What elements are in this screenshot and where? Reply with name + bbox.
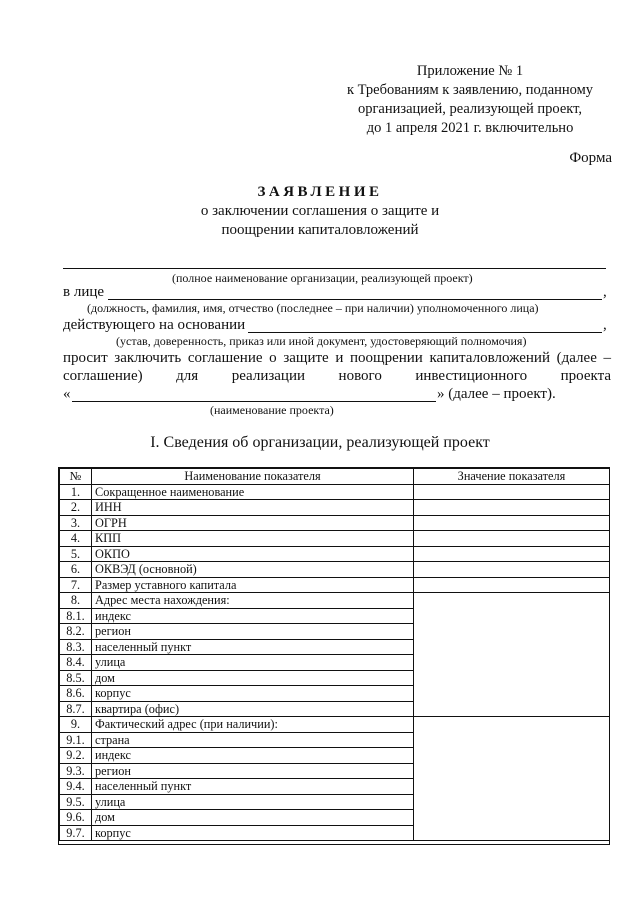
row-indicator-name: регион [92, 624, 414, 640]
table-row [60, 779, 610, 795]
document-subtitle [0, 202, 640, 240]
row-indicator-value[interactable] [414, 670, 610, 686]
row-number: 8. [60, 593, 92, 609]
row-number: 9.6. [60, 810, 92, 826]
table-row [60, 825, 610, 841]
row-number: 9.2. [60, 748, 92, 764]
row-indicator-value[interactable] [414, 717, 610, 733]
table-row [60, 686, 610, 702]
request-word: реализации [231, 368, 306, 384]
row-indicator-name: улица [92, 655, 414, 671]
table-row [60, 515, 610, 531]
row-indicator-value[interactable] [414, 531, 610, 547]
table-row [60, 655, 610, 671]
form-label: Форма [569, 150, 612, 166]
basis-hint: (устав, доверенность, приказ или иной документ, удостоверяющий полномочия) [116, 334, 527, 348]
appendix-line-3: организацией, реализующей проект, [357, 101, 583, 117]
appendix-line-4: до 1 апреля 2021 г. включительно [366, 120, 574, 136]
row-number: 8.4. [60, 655, 92, 671]
row-indicator-name: ОГРН [92, 515, 414, 531]
row-indicator-name: индекс [92, 608, 414, 624]
request-word: нового [338, 368, 382, 384]
row-indicator-value[interactable] [414, 655, 610, 671]
table-row [60, 639, 610, 655]
quote-close: » (далее – проект). [437, 386, 556, 402]
request-word: соглашение) [63, 368, 143, 384]
org-name-hint: (полное наименование организации, реализующей проект) [172, 271, 473, 285]
row-number: 9.5. [60, 794, 92, 810]
org-name-field[interactable] [63, 268, 606, 269]
subtitle-line-2: поощрении капиталовложений [221, 222, 419, 238]
subtitle-line-1: о заключении соглашения о защите и [200, 203, 440, 219]
row-number: 9.7. [60, 825, 92, 841]
row-number: 9.4. [60, 779, 92, 795]
row-number: 6. [60, 562, 92, 578]
row-indicator-value[interactable] [414, 546, 610, 562]
table-row [60, 748, 610, 764]
in-person-label: в лице [63, 284, 105, 300]
row-number: 8.3. [60, 639, 92, 655]
row-indicator-value[interactable] [414, 825, 610, 841]
row-number: 4. [60, 531, 92, 547]
row-number: 8.6. [60, 686, 92, 702]
row-number: 9. [60, 717, 92, 733]
table-row [60, 608, 610, 624]
row-indicator-value[interactable] [414, 748, 610, 764]
table-row [60, 732, 610, 748]
row-indicator-name: корпус [92, 825, 414, 841]
row-indicator-value[interactable] [414, 484, 610, 500]
project-name-hint: (наименование проекта) [210, 403, 334, 417]
row-indicator-name: страна [92, 732, 414, 748]
request-word: проекта [560, 368, 611, 384]
row-indicator-value[interactable] [414, 763, 610, 779]
row-number: 9.1. [60, 732, 92, 748]
row-indicator-value[interactable] [414, 500, 610, 516]
row-indicator-name: Размер уставного капитала [92, 577, 414, 593]
row-indicator-name: КПП [92, 531, 414, 547]
row-indicator-value[interactable] [414, 779, 610, 795]
row-indicator-name: дом [92, 810, 414, 826]
row-number: 8.7. [60, 701, 92, 717]
row-number: 8.2. [60, 624, 92, 640]
header-indicator-name: Наименование показателя [92, 469, 414, 485]
row-indicator-name: населенный пункт [92, 639, 414, 655]
document-title: ЗАЯВЛЕНИЕ [257, 184, 383, 200]
header-number: № [60, 469, 92, 485]
table-row [60, 531, 610, 547]
basis-field[interactable] [248, 332, 602, 333]
row-number: 7. [60, 577, 92, 593]
table-row [60, 577, 610, 593]
table-row [60, 546, 610, 562]
row-number: 8.5. [60, 670, 92, 686]
row-indicator-value[interactable] [414, 732, 610, 748]
table-row [60, 562, 610, 578]
row-indicator-value[interactable] [414, 686, 610, 702]
table-row [60, 794, 610, 810]
header-indicator-value: Значение показателя [414, 469, 610, 485]
appendix-block [330, 62, 610, 138]
request-word: инвестиционного [415, 368, 528, 384]
row-indicator-name: квартира (офис) [92, 701, 414, 717]
request-line-2 [63, 368, 611, 385]
row-number: 9.3. [60, 763, 92, 779]
table-row [60, 670, 610, 686]
row-number: 8.1. [60, 608, 92, 624]
section-title: I. Сведения об организации, реализующей проект [150, 434, 490, 451]
row-indicator-value[interactable] [414, 577, 610, 593]
row-indicator-value[interactable] [414, 608, 610, 624]
row-indicator-name: населенный пункт [92, 779, 414, 795]
row-indicator-value[interactable] [414, 593, 610, 609]
appendix-line-2: к Требованиям к заявлению, поданному [346, 82, 594, 98]
row-indicator-name: ИНН [92, 500, 414, 516]
row-indicator-value[interactable] [414, 515, 610, 531]
row-indicator-value[interactable] [414, 810, 610, 826]
row-indicator-value[interactable] [414, 794, 610, 810]
table-row [60, 763, 610, 779]
request-word: для [176, 368, 199, 384]
row-indicator-name: Сокращенное наименование [92, 484, 414, 500]
table-row [60, 484, 610, 500]
quote-open: « [63, 386, 71, 402]
row-indicator-name: ОКВЭД (основной) [92, 562, 414, 578]
row-indicator-value[interactable] [414, 701, 610, 717]
appendix-line-1: Приложение № 1 [416, 63, 524, 79]
row-number: 1. [60, 484, 92, 500]
row-indicator-name: Адрес места нахождения: [92, 593, 414, 609]
table-header-row [60, 469, 610, 485]
project-name-field[interactable] [72, 401, 436, 402]
row-number: 2. [60, 500, 92, 516]
row-indicator-name: индекс [92, 748, 414, 764]
row-indicator-value[interactable] [414, 624, 610, 640]
table-row [60, 717, 610, 733]
request-line-1: просит заключить соглашение о защите и поощрении капиталовложений (далее – [63, 350, 611, 366]
row-indicator-value[interactable] [414, 562, 610, 578]
in-person-field[interactable] [108, 299, 602, 300]
organization-info-table [59, 468, 610, 841]
basis-label: действующего на основании [63, 317, 246, 333]
table-row [60, 624, 610, 640]
table-row [60, 701, 610, 717]
row-number: 5. [60, 546, 92, 562]
table-row [60, 500, 610, 516]
table-row [60, 810, 610, 826]
row-indicator-name: улица [92, 794, 414, 810]
row-indicator-value[interactable] [414, 639, 610, 655]
in-person-hint: (должность, фамилия, имя, отчество (последнее – при наличии) уполномоченного лица) [87, 301, 539, 315]
row-number: 3. [60, 515, 92, 531]
row-indicator-name: Фактический адрес (при наличии): [92, 717, 414, 733]
row-indicator-name: дом [92, 670, 414, 686]
table-row [60, 593, 610, 609]
row-indicator-name: корпус [92, 686, 414, 702]
row-indicator-name: регион [92, 763, 414, 779]
row-indicator-name: ОКПО [92, 546, 414, 562]
